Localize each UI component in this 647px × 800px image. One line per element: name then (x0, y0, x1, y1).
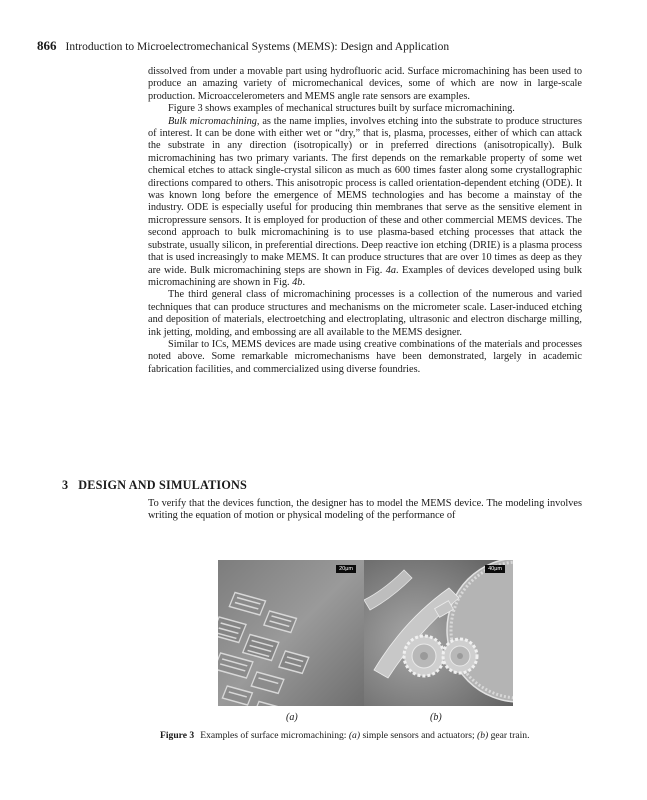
paragraph-3: Bulk micromachining, as the name implies, involves etching into the substrate to produce structures of interest. It can be done with either wet or “dry,” that is, plasma, processes, either of which can attack the substrate in any direction (isotropically) or in preferred directions (anisotropically). Bulk micromachining has two primary variants. The first depends on the remarkable property of some wet chemical etches to attack single-crystal silicon as much as 600 times faster along some crystallographic directions compared to others. This anisotropic process is called orientation-dependent etching (ODE). It was known long before the emergence of MEMS technologies and has become a mainstay of the industry. ODE is especially useful for producing thin membranes that serve as the sensitive element in micropressure sensors. It is employed for production of these and other commercial MEMS devices. The second approach to bulk micromachining is to use plasma-based etching processes that attack the substrate, usually silicon, in preferential directions. Deep reactive ion etching (DRIE) is a plasma process that is used increasingly to make MEMS. It can produce structures that are over 10 times as deep as they are wide. Bulk micromachining steps are shown in Fig. 4a. Examples of devices developed using bulk micromachining are shown in Fig. 4b. (148, 115, 582, 288)
caption-text-2: simple sensors and actuators; (360, 730, 478, 741)
caption-ref-a: (a) (348, 730, 361, 741)
sem-image-b-graphic (364, 560, 513, 706)
section-title: DESIGN AND SIMULATIONS (78, 478, 248, 492)
scale-bar-a: 20μm (336, 565, 356, 573)
figure-3 (218, 560, 513, 706)
sem-image-gear-train (364, 560, 513, 706)
page-number: 866 (37, 38, 57, 53)
paragraph-3-mid: . Examples of devices developed using bulk micromachining are shown in Fig. (148, 264, 582, 288)
sublabel-b: (b) (430, 712, 442, 723)
caption-ref-b: (b) (477, 730, 489, 741)
sem-image-a-graphic (218, 560, 364, 706)
caption-text-1: Examples of surface micromachining: (200, 730, 349, 741)
section-paragraph: To verify that the devices function, the designer has to model the MEMS device. The modeling involves writing the equation of motion or physical modeling of the performance of (148, 498, 582, 522)
sem-image-sensors-actuators (218, 560, 364, 706)
section-heading (62, 478, 247, 493)
section-number: 3 (62, 478, 69, 492)
paragraph-4: The third general class of micromachining processes is a collection of the numerous and varied techniques that can produce structures and mechanisms on the micrometer scale. Laser-induced etching and deposition of materials, electroetching and electroplating, ultrasonic and electron discharge milling, ink jetting, molding, and embossing are all available to the MEMS designer. (148, 289, 582, 338)
caption-label: Figure 3 (160, 730, 195, 741)
scale-bar-b: 40μm (485, 565, 505, 573)
paragraph-1: dissolved from under a movable part using hydrofluoric acid. Surface micromachining has been used to produce an amazing variety of micromechanical devices, some of which are now in large-scale production. Microaccelerometers and MEMS angle rate sensors are examples. (148, 66, 582, 102)
running-header (37, 38, 449, 54)
fig-ref-4b: 4b (292, 276, 303, 288)
sublabel-a: (a) (286, 712, 298, 723)
bulk-term: Bulk micromachining, (168, 115, 260, 127)
section-text (148, 498, 582, 523)
paragraph-2: Figure 3 shows examples of mechanical structures built by surface micromachining. (168, 103, 515, 115)
figure-caption (160, 730, 530, 741)
body-text (148, 66, 582, 376)
paragraph-3-text: as the name implies, involves etching into the substrate to produce structures of interest. It can be done with either wet or “dry,” that is, plasma, processes, either of which can attack the substrate in any direction (isotropically) or in preferred directions (anisotropically). Bulk micromachining has two primary variants. The first depends on the remarkable property of some wet chemical etches to attack single-crystal silicon as much as 600 times faster along some crystallographic directions compared to others. This anisotropic process is called orientation-dependent etching (ODE). It was known long before the emergence of MEMS technologies and has become a mainstay of the industry. ODE is especially useful for producing thin membranes that serve as the sensitive element in micropressure sensors. It is employed for production of these and other commercial MEMS devices. The second approach to bulk micromachining is to use plasma-based etching processes that attack the substrate, usually silicon, in preferential directions. Deep reactive ion etching (DRIE) is a plasma process that is used increasingly to make MEMS. It can produce structures that are over 10 times as deep as they are wide. Bulk micromachining steps are shown in Fig. (148, 115, 582, 276)
caption-text-3: gear train. (488, 730, 530, 741)
fig-ref-4a: 4a (385, 264, 396, 276)
paragraph-5: Similar to ICs, MEMS devices are made using creative combinations of the materials and processes noted above. Some remarkable micromechanisms have been demonstrated, largely in academic fabrication facilities, and commercialized using diverse foundries. (148, 338, 582, 375)
running-title: Introduction to Microelectromechanical Systems (MEMS): Design and Application (65, 41, 450, 53)
